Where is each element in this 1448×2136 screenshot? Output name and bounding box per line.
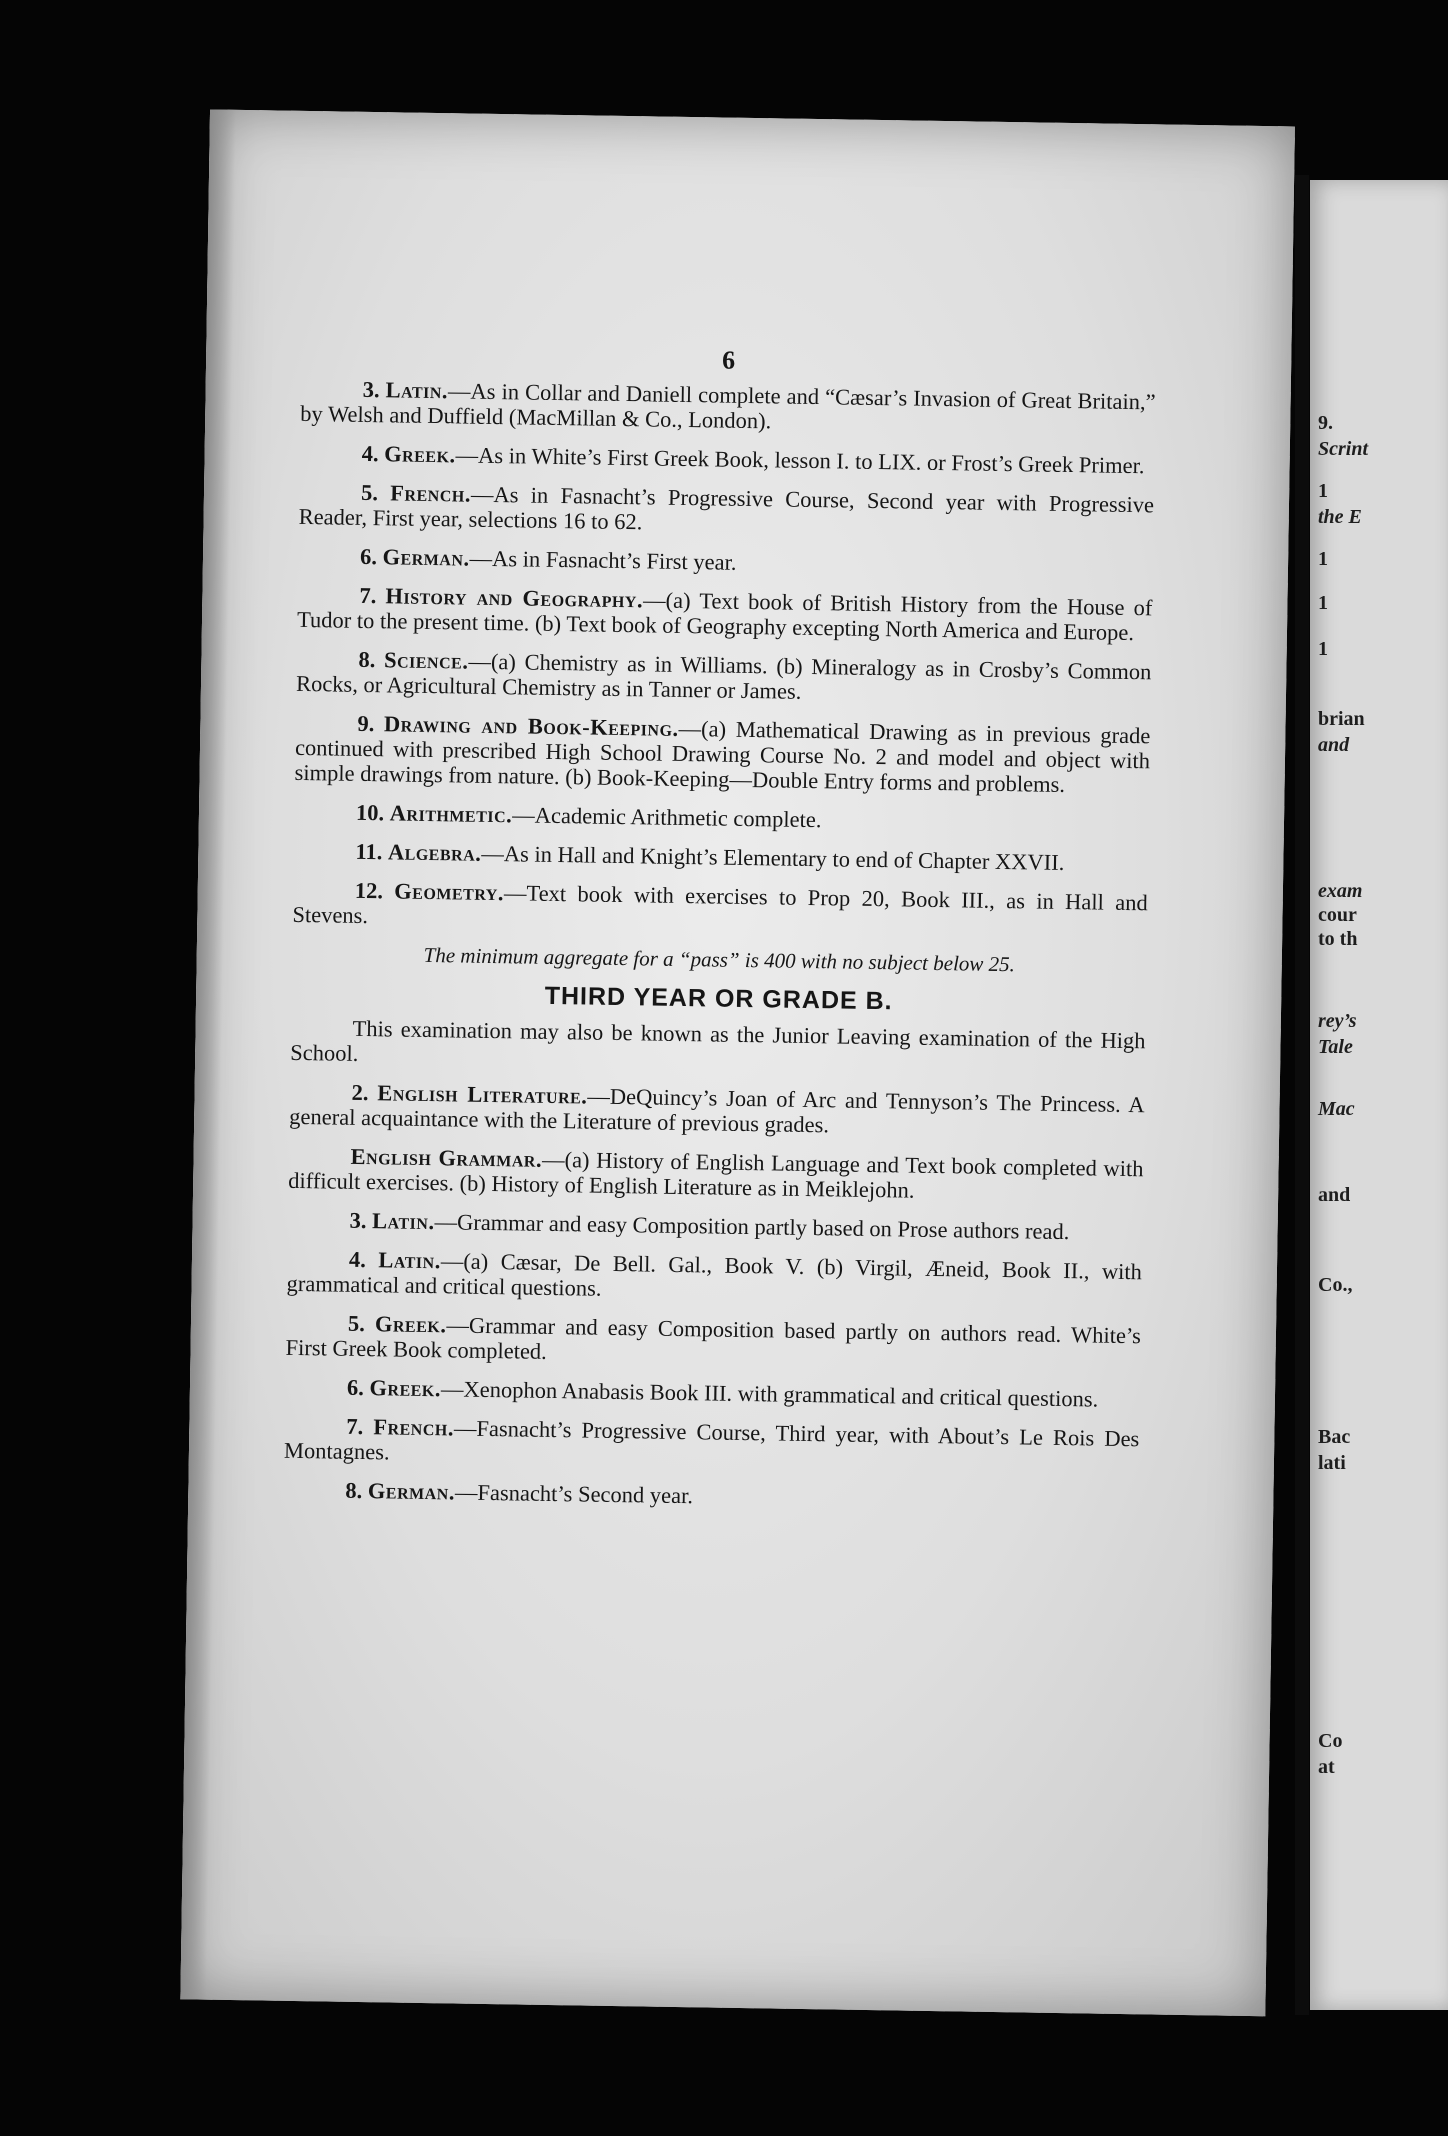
adjacent-fragment: cour — [1318, 904, 1357, 926]
page-gutter — [1295, 175, 1309, 2015]
item-text: —As in White’s First Greek Book, lesson I. to LIX. or Frost’s Greek Primer. — [455, 442, 1145, 479]
grade-b-items — [283, 1079, 1145, 1515]
item-number: 8. — [345, 1477, 363, 1504]
list-item — [298, 479, 1154, 542]
subject-label: Arithmetic. — [389, 800, 513, 828]
list-item — [288, 1143, 1144, 1206]
subject-label: French. — [373, 1414, 455, 1441]
subject-label: English Literature. — [377, 1080, 588, 1109]
item-number: 7. — [359, 582, 377, 609]
list-item — [292, 877, 1148, 940]
grade-a-items — [292, 376, 1156, 940]
item-number: 10. — [355, 799, 385, 826]
item-text: —Fasnacht’s Progressive Course, Third year, with About’s Le Rois Des Montagnes. — [283, 1415, 1140, 1465]
adjacent-fragment: rey’s — [1318, 1010, 1357, 1032]
subject-label: French. — [390, 480, 472, 507]
subject-label: German. — [367, 1478, 456, 1505]
list-item — [300, 376, 1156, 439]
item-text: —Xenophon Anabasis Book III. with grammatical and critical questions. — [440, 1376, 1099, 1412]
item-text: —As in Hall and Knight’s Elementary to end of Chapter XXVII. — [481, 840, 1065, 875]
item-text: —(a) Chemistry as in Williams. (b) Mineralogy as in Crosby’s Common Rocks, or Agricultural Chemistry as in Tanner or James. — [295, 648, 1152, 704]
subject-label: Greek. — [383, 441, 456, 468]
minimum-aggregate-note: The minimum aggregate for a “pass” is 400 with no subject below 25. — [423, 942, 1016, 977]
item-text: —Grammar and easy Composition based partly on authors read. White’s First Greek Book completed. — [285, 1312, 1142, 1364]
item-text: —(a) History of English Language and Text book completed with difficult exercises. (b) History of English Literature as in Meiklejohn. — [288, 1146, 1144, 1203]
adjacent-page — [1310, 180, 1448, 2010]
adjacent-fragment: brian — [1318, 708, 1365, 730]
item-text: —Fasnacht’s Second year. — [454, 1479, 694, 1509]
item-number: 6. — [346, 1374, 365, 1401]
subject-label: Greek. — [369, 1375, 442, 1402]
adjacent-fragment: and — [1318, 734, 1350, 756]
adjacent-fragment: lati — [1318, 1452, 1346, 1474]
item-number: 5. — [347, 1310, 366, 1337]
subject-label: History and Geography. — [385, 583, 644, 613]
list-item — [283, 1477, 1138, 1515]
adjacent-fragment: Tale — [1318, 1036, 1353, 1058]
item-text: —(a) Mathematical Drawing as in previous grade continued with prescribed High School Drawing Course No. 2 and model and object with simple drawings from nature. (b) Book-Keeping—Double Entry forms and problems. — [294, 715, 1151, 797]
item-text: —DeQuincy’s Joan of Arc and Tennyson’s The Princess. A general acquaintance with the Literature of previous grades. — [289, 1083, 1145, 1138]
item-number: 4. — [361, 440, 379, 467]
item-number: 2. — [351, 1079, 369, 1106]
list-item — [289, 1079, 1145, 1142]
subject-label: Greek. — [374, 1311, 447, 1338]
item-number: 6. — [359, 543, 378, 570]
item-number: 3. — [362, 376, 380, 403]
list-item — [285, 1310, 1141, 1373]
item-number: 9. — [357, 710, 375, 737]
adjacent-fragment: Co., — [1318, 1274, 1353, 1296]
item-number: 7. — [346, 1413, 364, 1440]
item-text: —Grammar and easy Composition partly based on Prose authors read. — [434, 1209, 1070, 1245]
subject-label: Latin. — [385, 377, 449, 404]
subject-label: German. — [382, 544, 470, 571]
item-number: 11. — [355, 838, 383, 865]
subject-label: Drawing and Book-Keeping. — [383, 711, 679, 741]
adjacent-fragment: 1 — [1318, 480, 1328, 502]
adjacent-fragment: 1 — [1318, 592, 1328, 614]
page-edge-shadow — [180, 109, 236, 1999]
list-item — [294, 799, 1149, 837]
item-text: —As in Collar and Daniell complete and “Cæsar’s Invasion of Great Britain,” by Welsh and Duffield (MacMillan & Co., London). — [300, 378, 1156, 434]
adjacent-fragment: 1 — [1318, 638, 1328, 660]
list-item — [285, 1374, 1140, 1412]
page-content — [283, 341, 1156, 1529]
subject-label: Latin. — [378, 1247, 442, 1274]
adjacent-fragment: Bac — [1318, 1426, 1351, 1448]
adjacent-fragment: Mac — [1318, 1098, 1355, 1120]
subject-label: Science. — [383, 647, 469, 674]
adjacent-fragment: at — [1318, 1756, 1335, 1778]
list-item — [284, 1413, 1140, 1476]
subject-label: Algebra. — [387, 839, 482, 866]
adjacent-fragment: 1 — [1318, 548, 1328, 570]
item-text: —Academic Arithmetic complete. — [512, 802, 822, 833]
item-text: —(a) Cæsar, De Bell. Gal., Book V. (b) Virgil, Æneid, Book II., with grammatical and critical questions. — [286, 1248, 1143, 1301]
item-number: 8. — [358, 646, 376, 673]
list-item — [294, 710, 1150, 798]
item-text: —Text book with exercises to Prop 20, Book III., as in Hall and Stevens. — [292, 880, 1148, 929]
list-item — [286, 1246, 1142, 1309]
subject-label: English Grammar. — [350, 1143, 543, 1172]
list-item — [297, 582, 1153, 645]
subject-label: Geometry. — [394, 878, 505, 906]
item-number: 4. — [348, 1246, 367, 1273]
item-text: —(a) Text book of British History from the House of Tudor to the present time. (b) Text book of Geography excepting North America and Europe. — [296, 587, 1153, 646]
subject-label: Latin. — [371, 1208, 435, 1235]
section-intro: This examination may also be known as the Junior Leaving examination of the High School. — [290, 1015, 1146, 1066]
list-item — [296, 646, 1152, 709]
adjacent-fragment: Scrint — [1318, 438, 1369, 460]
item-number: 12. — [354, 877, 384, 904]
adjacent-fragment: to th — [1318, 928, 1358, 950]
item-text: —As in Fasnacht’s Progressive Course, Second year with Progressive Reader, First year, selections 16 to 62. — [298, 481, 1155, 535]
item-text: —As in Fasnacht’s First year. — [469, 545, 737, 575]
document-page — [180, 109, 1295, 2016]
item-number: 5. — [360, 479, 379, 506]
list-item — [287, 1207, 1142, 1245]
adjacent-fragment: the E — [1318, 506, 1362, 528]
adjacent-fragment: exam — [1318, 880, 1363, 902]
section-heading: THIRD YEAR OR GRADE B. — [544, 981, 893, 1016]
list-item — [293, 838, 1148, 876]
adjacent-fragment: Co — [1318, 1730, 1343, 1752]
list-item — [298, 543, 1153, 581]
item-number: 3. — [349, 1207, 367, 1234]
adjacent-fragment: 9. — [1318, 412, 1333, 434]
list-item — [299, 440, 1154, 478]
adjacent-fragment: and — [1318, 1184, 1351, 1206]
page-number: 6 — [721, 345, 736, 375]
